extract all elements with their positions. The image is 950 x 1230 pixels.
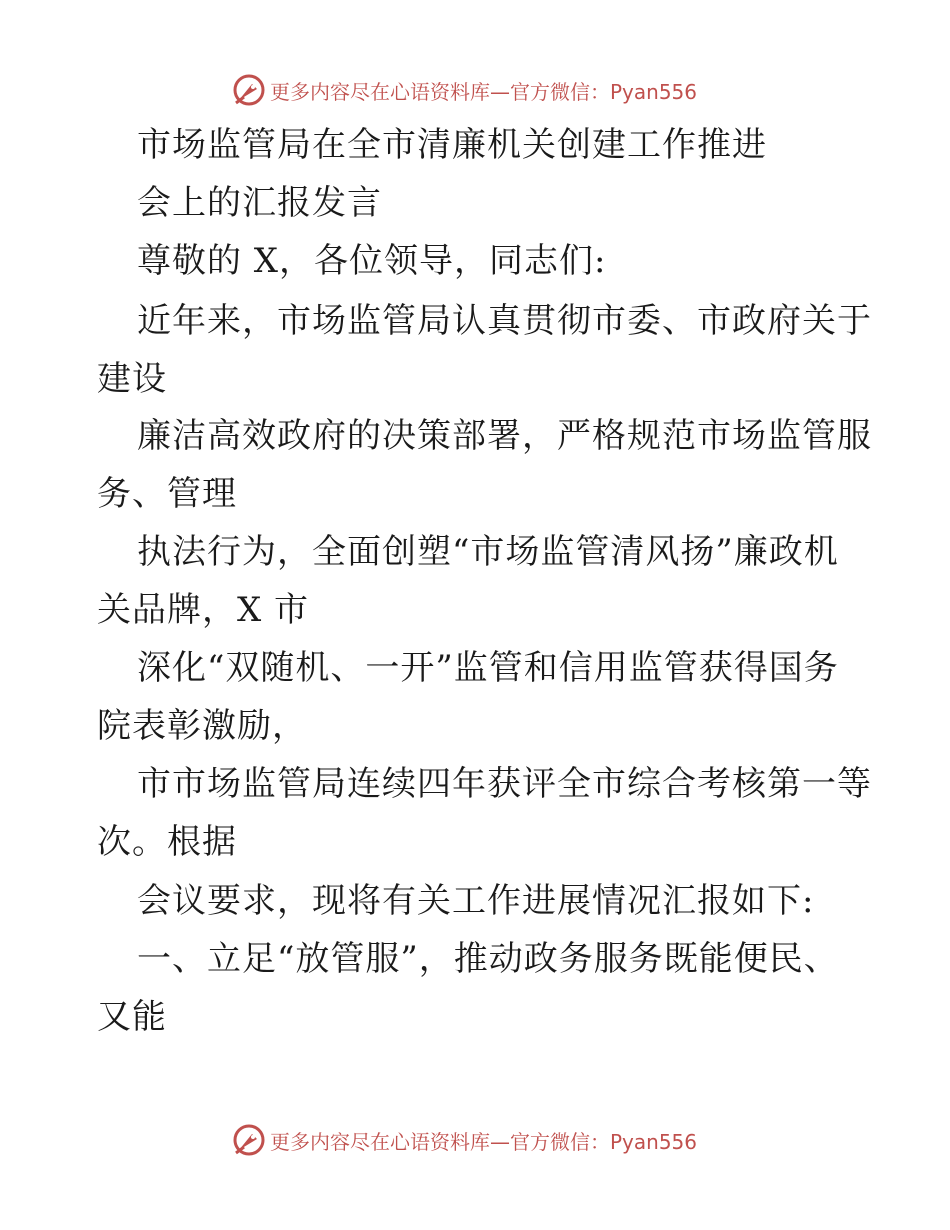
paragraph-line: 次。根据 xyxy=(97,822,237,862)
paragraph-line: 关品牌，X 市 xyxy=(97,590,310,630)
section-heading-cont: 又能 xyxy=(97,997,167,1037)
banner-text: 更多内容尽在心语资料库—官方微信：Pyan556 xyxy=(270,1129,698,1154)
paragraph-line: 会议要求，现将有关工作进展情况汇报如下: xyxy=(137,881,815,921)
paragraph-line: 院表彰激励， xyxy=(97,706,307,746)
pen-nib-logo-icon xyxy=(232,1123,266,1157)
salutation: 尊敬的 X，各位领导，同志们: xyxy=(137,241,607,281)
footer-banner xyxy=(232,1120,697,1160)
pen-nib-logo-icon xyxy=(232,73,266,107)
paragraph-line: 执法行为，全面创塑“市场监管清风扬”廉政机 xyxy=(137,532,839,572)
section-heading: 一、立足“放管服”，推动政务服务既能便民、 xyxy=(137,939,839,979)
paragraph-line: 市市场监管局连续四年获评全市综合考核第一等 xyxy=(137,764,872,804)
doc-title-line-2: 会上的汇报发言 xyxy=(137,183,382,223)
doc-title-line-1: 市场监管局在全市清廉机关创建工作推进 xyxy=(137,125,767,165)
paragraph-line: 廉洁高效政府的决策部署，严格规范市场监管服 xyxy=(137,416,872,456)
paragraph-line: 务、管理 xyxy=(97,474,237,514)
paragraph-line: 深化“双随机、一开”监管和信用监管获得国务 xyxy=(137,648,839,688)
paragraph-line: 建设 xyxy=(97,359,167,399)
banner-text: 更多内容尽在心语资料库—官方微信：Pyan556 xyxy=(270,79,698,104)
header-banner xyxy=(232,70,697,110)
paragraph-line: 近年来，市场监管局认真贯彻市委、市政府关于 xyxy=(137,301,872,341)
